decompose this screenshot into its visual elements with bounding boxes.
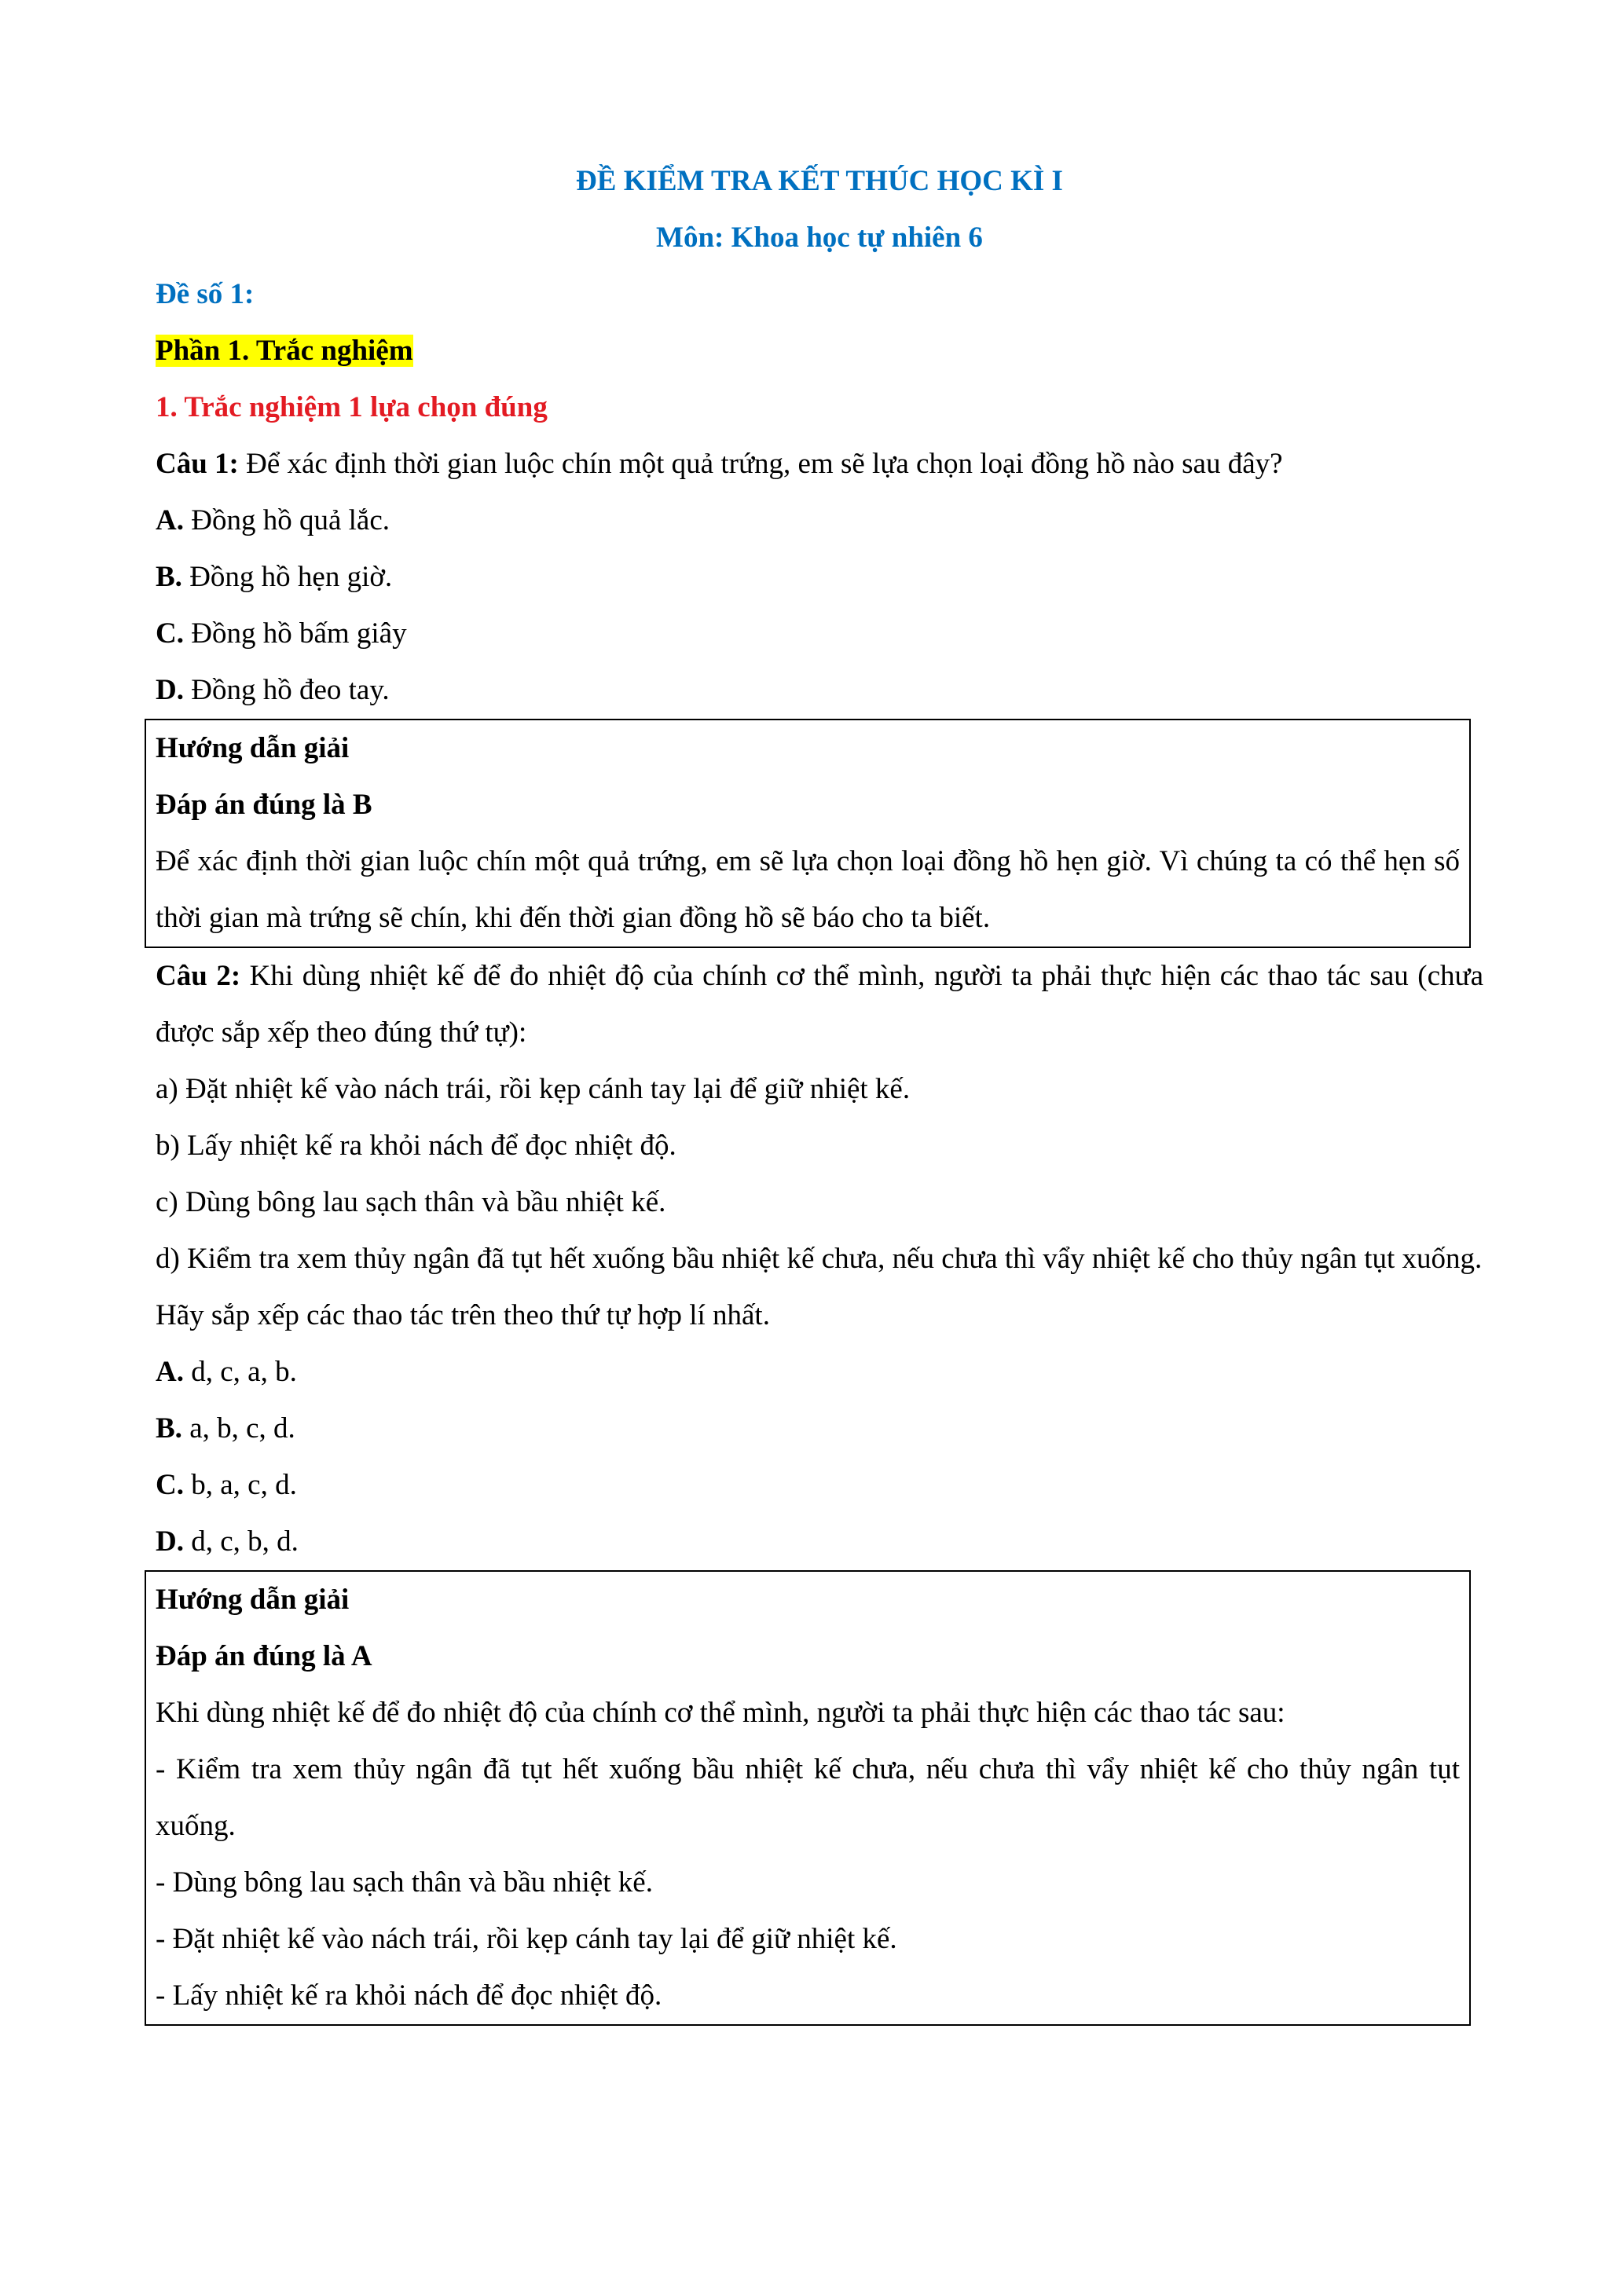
question-1-option-c bbox=[156, 606, 1483, 662]
solution-step-1: - Kiểm tra xem thủy ngân đã tụt hết xuống bầu nhiệt kế chưa, nếu chưa thì vẩy nhiệt kế cho thủy ngân tụt xuống. bbox=[156, 1753, 1460, 1842]
option-text: Đồng hồ hẹn giờ. bbox=[181, 561, 393, 593]
solution-intro: Khi dùng nhiệt kế để đo nhiệt độ của chính cơ thể mình, người ta phải thực hiện các thao tác sau: bbox=[156, 1697, 1285, 1729]
option-letter: D. bbox=[156, 674, 184, 706]
option-text: Đồng hồ bấm giây bbox=[183, 617, 407, 650]
option-letter: C. bbox=[156, 1469, 184, 1501]
question-2-step-c: c) Dùng bông lau sạch thân và bầu nhiệt kế. bbox=[156, 1186, 666, 1218]
solution-step-3: - Đặt nhiệt kế vào nách trái, rồi kẹp cánh tay lại để giữ nhiệt kế. bbox=[156, 1923, 897, 1955]
subsection-heading: 1. Trắc nghiệm 1 lựa chọn đúng bbox=[156, 391, 548, 423]
option-text: Đồng hồ đeo tay. bbox=[183, 674, 390, 706]
question-2-step-d: d) Kiểm tra xem thủy ngân đã tụt hết xuống bầu nhiệt kế chưa, nếu chưa thì vẩy nhiệt kế cho thủy ngân tụt xuống. bbox=[156, 1243, 1483, 1275]
question-1-solution-box bbox=[145, 719, 1471, 948]
solution-answer: Đáp án đúng là A bbox=[156, 1640, 372, 1672]
exam-subject: Môn: Khoa học tự nhiên 6 bbox=[656, 222, 983, 254]
question-2-option-a bbox=[156, 1344, 1483, 1401]
question-1-text: Để xác định thời gian luộc chín một quả trứng, em sẽ lựa chọn loại đồng hồ nào sau đây? bbox=[238, 448, 1283, 480]
question-2-solution-box bbox=[145, 1570, 1471, 2026]
exam-title: ĐỀ KIỂM TRA KẾT THÚC HỌC KÌ I bbox=[576, 165, 1063, 197]
solution-step-2: - Dùng bông lau sạch thân và bầu nhiệt kế. bbox=[156, 1866, 653, 1899]
question-1-option-a bbox=[156, 493, 1483, 549]
document-content bbox=[156, 153, 1483, 2026]
option-text: Đồng hồ quả lắc. bbox=[183, 504, 390, 536]
option-text: a, b, c, d. bbox=[181, 1412, 295, 1445]
question-1-option-d bbox=[156, 662, 1483, 719]
question-1-option-b bbox=[156, 549, 1483, 606]
option-text: d, c, a, b. bbox=[183, 1356, 297, 1388]
question-2-prompt: Hãy sắp xếp các thao tác trên theo thứ tự hợp lí nhất. bbox=[156, 1299, 770, 1331]
option-text: d, c, b, d. bbox=[183, 1525, 299, 1558]
question-1 bbox=[156, 436, 1483, 493]
option-text: b, a, c, d. bbox=[183, 1469, 297, 1501]
solution-heading: Hướng dẫn giải bbox=[156, 1584, 350, 1616]
question-1-label: Câu 1: bbox=[156, 448, 239, 480]
option-letter: B. bbox=[156, 1412, 182, 1445]
option-letter: A. bbox=[156, 504, 184, 536]
question-2-option-d bbox=[156, 1514, 1483, 1570]
question-2-step-b: b) Lấy nhiệt kế ra khỏi nách để đọc nhiệt độ. bbox=[156, 1130, 676, 1162]
question-2 bbox=[156, 948, 1483, 1061]
solution-answer: Đáp án đúng là B bbox=[156, 789, 372, 821]
question-2-step-a: a) Đặt nhiệt kế vào nách trái, rồi kẹp cánh tay lại để giữ nhiệt kế. bbox=[156, 1073, 911, 1105]
solution-heading: Hướng dẫn giải bbox=[156, 732, 350, 764]
solution-explanation: Để xác định thời gian luộc chín một quả trứng, em sẽ lựa chọn loại đồng hồ hẹn giờ. Vì chúng ta có thể hẹn số thời gian mà trứng sẽ chín, khi đến thời gian đồng hồ sẽ báo cho ta biết. bbox=[156, 845, 1460, 934]
exam-number: Đề số 1: bbox=[156, 278, 255, 310]
question-2-text: Khi dùng nhiệt kế để đo nhiệt độ của chính cơ thể mình, người ta phải thực hiện các thao tác sau (chưa được sắp xếp theo đúng thứ tự): bbox=[156, 960, 1483, 1049]
option-letter: C. bbox=[156, 617, 184, 650]
solution-step-4: - Lấy nhiệt kế ra khỏi nách để đọc nhiệt độ. bbox=[156, 1979, 662, 2012]
section-heading bbox=[156, 323, 1483, 379]
section-heading-text: Phần 1. Trắc nghiệm bbox=[156, 335, 413, 367]
option-letter: D. bbox=[156, 1525, 184, 1558]
question-2-option-b bbox=[156, 1401, 1483, 1457]
option-letter: B. bbox=[156, 561, 182, 593]
option-letter: A. bbox=[156, 1356, 184, 1388]
question-2-label: Câu 2: bbox=[156, 960, 241, 992]
question-2-option-c bbox=[156, 1457, 1483, 1514]
